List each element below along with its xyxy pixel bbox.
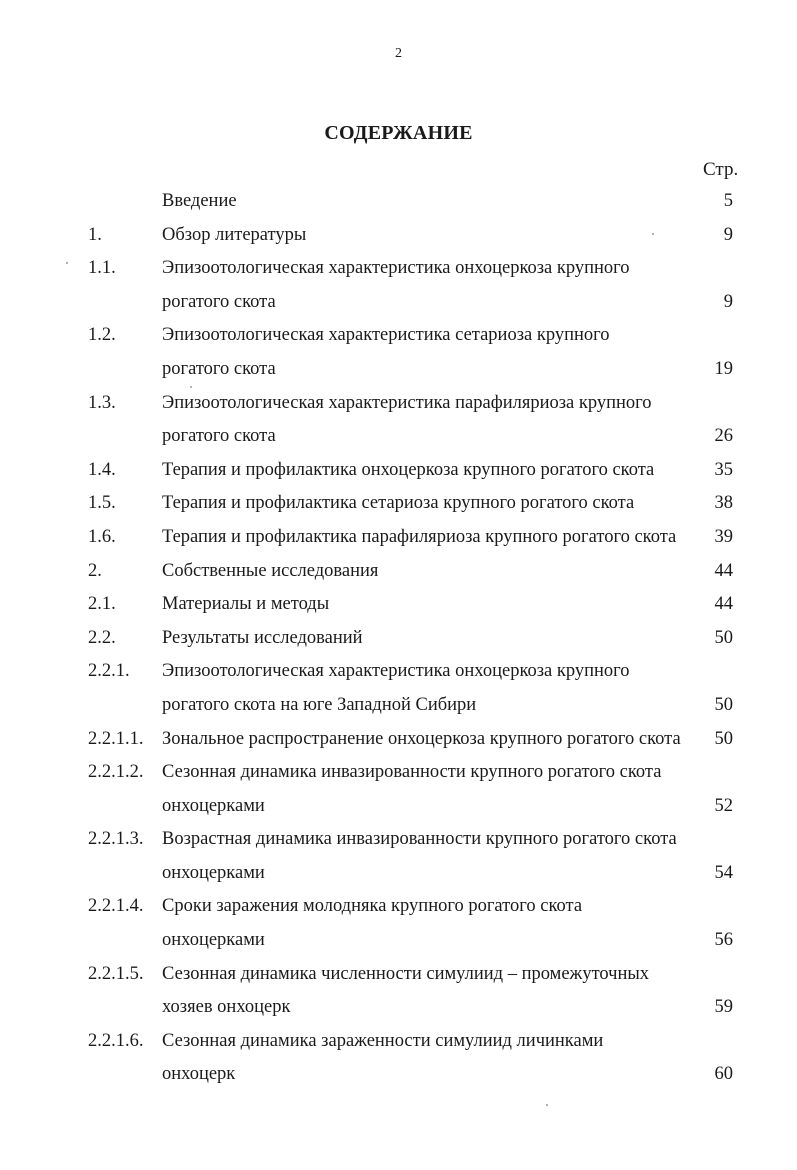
- toc-entry-page: 50: [714, 694, 733, 715]
- toc-entry-number: 2.2.1.1.: [88, 728, 144, 749]
- toc-entry-page: 59: [714, 997, 733, 1018]
- toc-entry-page: 35: [714, 459, 733, 480]
- toc-entry-page: 52: [714, 795, 733, 816]
- toc-entry-continuation: [0, 991, 797, 1025]
- toc-entry: [0, 387, 797, 421]
- toc-entry-title: Терапия и профилактика онхоцеркоза крупного рогатого скота: [162, 459, 655, 480]
- toc-entry-page: 50: [714, 627, 733, 648]
- toc-entry-title: Терапия и профилактика парафиляриоза крупного рогатого скота: [162, 526, 677, 547]
- toc-entry: [0, 454, 797, 488]
- toc-entry-continuation: [0, 353, 797, 387]
- toc-entry: [0, 555, 797, 589]
- toc-entry-title-continued: рогатого скота: [162, 291, 276, 312]
- toc-entry-number: 2.1.: [88, 594, 116, 615]
- scan-speck: [190, 386, 192, 388]
- toc-entry-title: Терапия и профилактика сетариоза крупного рогатого скота: [162, 493, 635, 514]
- toc-entry-title-continued: онхоцерками: [162, 930, 265, 951]
- toc-entry-continuation: [0, 857, 797, 891]
- toc-entry-title: Обзор литературы: [162, 224, 307, 245]
- toc-entry: [0, 487, 797, 521]
- toc-entry-number: 1.3.: [88, 392, 116, 413]
- toc-entry-page: 39: [714, 526, 733, 547]
- toc-entry-continuation: [0, 689, 797, 723]
- toc-entry-title-continued: онхоцерками: [162, 862, 265, 883]
- toc-entry: [0, 521, 797, 555]
- toc-entry-number: 1.1.: [88, 258, 116, 279]
- toc-entry-title: Сроки заражения молодняка крупного рогатого скота: [162, 896, 583, 917]
- toc-entry-continuation: [0, 924, 797, 958]
- toc-entry-page: 54: [714, 862, 733, 883]
- toc-entry-page: 60: [714, 1064, 733, 1085]
- toc-entry-title: Материалы и методы: [162, 594, 330, 615]
- toc-entry: [0, 622, 797, 656]
- toc-entry: [0, 756, 797, 790]
- toc-entry-number: 2.2.1.3.: [88, 829, 144, 850]
- toc-entry-number: 1.5.: [88, 493, 116, 514]
- toc-entry: [0, 588, 797, 622]
- toc-entry-continuation: [0, 286, 797, 320]
- toc-entry: [0, 252, 797, 286]
- toc-entry-page: 44: [714, 594, 733, 615]
- toc-entry-page: 19: [714, 358, 733, 379]
- toc-entry-page: 26: [714, 426, 733, 447]
- page-title: СОДЕРЖАНИЕ: [324, 122, 473, 144]
- toc-entry: [0, 655, 797, 689]
- toc-entry-page: 9: [723, 291, 733, 312]
- toc-entry-number: 2.2.1.2.: [88, 762, 144, 783]
- toc-entry-continuation: [0, 1058, 797, 1092]
- toc-entry-number: 1.2.: [88, 325, 116, 346]
- toc-entry: [0, 219, 797, 253]
- toc-entry-title-continued: онхоцерк: [162, 1064, 236, 1085]
- toc-entry-page: 50: [714, 728, 733, 749]
- toc-entry-title-continued: онхоцерками: [162, 795, 265, 816]
- toc-entry: [0, 958, 797, 992]
- toc-entry: [0, 1025, 797, 1059]
- toc-entry-number: 1.: [88, 224, 102, 245]
- toc-entry-title: Сезонная динамика инвазированности крупного рогатого скота: [162, 762, 662, 783]
- toc-entry-page: 5: [723, 191, 733, 211]
- toc-entry: [0, 319, 797, 353]
- toc-entry-title-continued: рогатого скота на юге Западной Сибири: [162, 694, 477, 715]
- page-column-header: Стр.: [703, 159, 739, 180]
- toc-entry-title: Возрастная динамика инвазированности крупного рогатого скота: [162, 829, 677, 850]
- toc-entry-page: 9: [723, 224, 733, 245]
- toc-entry-title-continued: хозяев онхоцерк: [162, 997, 291, 1018]
- toc-entry-number: 2.: [88, 560, 102, 581]
- toc-entry-continuation: [0, 790, 797, 824]
- toc-entry-title: Эпизоотологическая характеристика онхоцеркоза крупного: [162, 661, 630, 682]
- scan-speck: [66, 262, 68, 264]
- page-number: 2: [395, 46, 402, 61]
- scan-speck: [652, 233, 654, 235]
- toc-entry-page: 38: [714, 493, 733, 514]
- toc-entry-number: 1.4.: [88, 459, 116, 480]
- toc-entry-title: Собственные исследования: [162, 560, 379, 581]
- toc-entry-title: Эпизоотологическая характеристика онхоцеркоза крупного: [162, 258, 630, 279]
- scan-speck: [546, 1104, 548, 1106]
- toc-entry-title-continued: рогатого скота: [162, 426, 276, 447]
- toc-entry-number: 2.2.1.: [88, 661, 130, 682]
- toc-entry: [0, 185, 797, 219]
- toc-entry-page: 44: [714, 560, 733, 581]
- toc-entry-title: Сезонная динамика зараженности симулиид личинками: [162, 1030, 604, 1051]
- toc-entry-number: 2.2.1.6.: [88, 1030, 144, 1051]
- table-of-contents: [0, 185, 797, 1092]
- toc-entry-title: Эпизоотологическая характеристика сетариоза крупного: [162, 325, 610, 346]
- toc-entry-title-continued: рогатого скота: [162, 358, 276, 379]
- toc-entry-title: Введение: [162, 191, 237, 211]
- toc-entry-title: Результаты исследований: [162, 627, 363, 648]
- toc-entry: [0, 823, 797, 857]
- toc-entry-title: Сезонная динамика численности симулиид – промежуточных: [162, 963, 650, 984]
- toc-entry-number: 2.2.1.5.: [88, 963, 144, 984]
- toc-entry: [0, 890, 797, 924]
- toc-entry-title: Эпизоотологическая характеристика парафиляриоза крупного: [162, 392, 652, 413]
- toc-entry: [0, 723, 797, 757]
- toc-entry-continuation: [0, 420, 797, 454]
- toc-entry-page: 56: [714, 930, 733, 951]
- toc-entry-number: 1.6.: [88, 526, 116, 547]
- toc-entry-title: Зональное распространение онхоцеркоза крупного рогатого скота: [162, 728, 681, 749]
- toc-entry-number: 2.2.1.4.: [88, 896, 144, 917]
- toc-entry-number: 2.2.: [88, 627, 116, 648]
